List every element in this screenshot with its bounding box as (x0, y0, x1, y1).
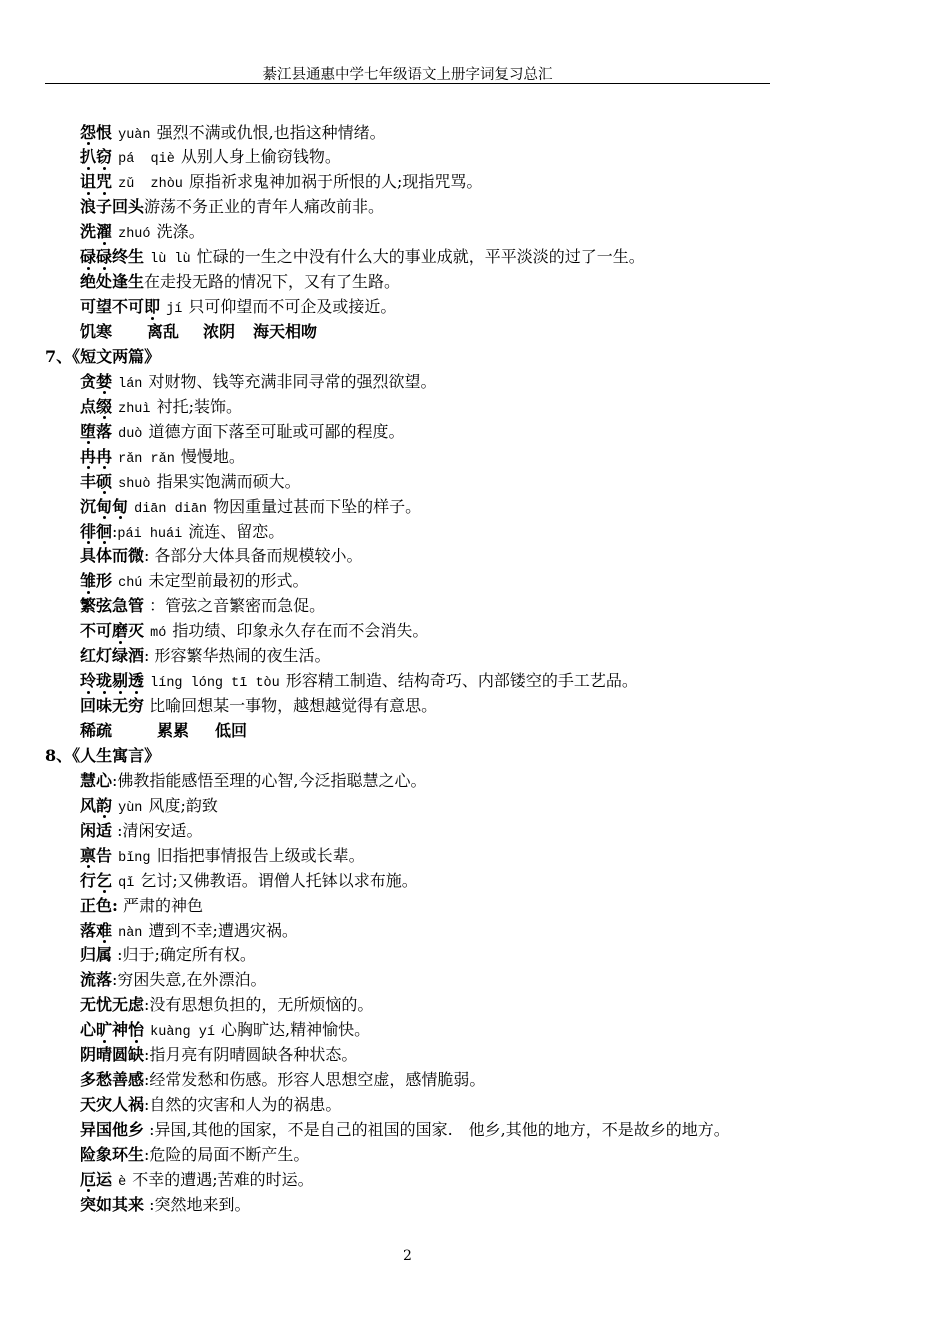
vocab-term (80, 621, 144, 640)
vocab-entry (45, 968, 905, 993)
vocab-term (80, 571, 112, 590)
pinyin-reading: diān diān (134, 501, 208, 517)
term-char: 落 (96, 421, 113, 441)
definition: 未定型前最初的形式。 (148, 571, 309, 591)
definition: 穷困失意,在外漂泊。 (117, 970, 267, 990)
term-char: 贪 (80, 371, 97, 391)
vocab-entry (45, 993, 905, 1018)
emphasized-char: 诅 (80, 170, 96, 195)
emphasized-char: 硕 (96, 470, 112, 495)
definition: 指月亮有阴晴圆缺各种状态。 (149, 1045, 358, 1065)
emphasized-char: 磨 (112, 619, 128, 644)
page-header-title: 綦江县通惠中学七年级语文上册字词复习总汇 (262, 67, 553, 83)
word-item: 浓阴 (203, 322, 236, 341)
vocab-entry (45, 420, 905, 445)
term-char: 终 (112, 247, 129, 267)
vocab-term: 红灯绿酒 (80, 646, 145, 666)
vocab-term (80, 846, 112, 865)
vocab-term: 阴晴圆缺 (80, 1045, 145, 1065)
emphasized-char: 缀 (96, 395, 112, 420)
vocab-entry (45, 1168, 905, 1193)
vocab-entry (45, 1043, 905, 1068)
vocab-entry (45, 1093, 905, 1118)
definition: 旧指把事情报告上级或长辈。 (156, 845, 365, 865)
word-item: 离乱 (147, 322, 180, 341)
emphasized-char: 甸 (112, 495, 128, 520)
vocab-term: 突如其来 (80, 1194, 145, 1214)
definition: 衬托;装饰。 (156, 396, 242, 416)
term-separator: ： (144, 596, 166, 616)
vocab-entry (45, 220, 905, 245)
definition: 从别人身上偷窃钱物。 (180, 147, 341, 167)
definition: 慢慢地。 (180, 446, 245, 466)
vocab-entry (45, 520, 905, 545)
term-char: 恨 (96, 122, 113, 142)
vocab-entry (45, 1143, 905, 1168)
vocab-entry (45, 495, 905, 520)
vocab-term: 无忧无虑 (80, 995, 145, 1015)
page-number: 2 (403, 1248, 412, 1264)
pinyin-reading: chú (118, 576, 143, 592)
vocab-entry (45, 594, 905, 619)
pinyin-reading: zhuì (118, 401, 151, 417)
vocab-entry (45, 569, 905, 594)
vocab-term: 险象环生 (80, 1144, 145, 1164)
vocab-term: 多愁善感 (80, 1070, 145, 1090)
definition: 强烈不满或仇恨,也指这种情绪。 (156, 122, 386, 142)
vocab-entry (45, 844, 905, 869)
vocab-entry (45, 245, 905, 270)
emphasized-char: 旷 (96, 1018, 112, 1043)
vocab-entry (45, 644, 905, 669)
pinyin-reading: yùn (118, 800, 143, 816)
vocab-term: 具体而微 (80, 546, 145, 566)
emphasized-char: 乞 (96, 869, 112, 894)
emphasized-char: 禀 (80, 844, 96, 869)
vocab-term (80, 147, 112, 166)
term-char: 落 (80, 920, 97, 940)
definition: 管弦之音繁密而急促。 (165, 596, 326, 616)
vocab-term (80, 1020, 144, 1039)
definition: 只可仰望而不可企及或接近。 (188, 297, 397, 317)
word-item: 低回 (215, 721, 248, 740)
emphasized-char: 徘 (80, 520, 96, 545)
pinyin-reading: lán (118, 376, 143, 392)
definition: 清闲安适。 (122, 820, 203, 840)
section-heading: 7、《短文两篇》 (45, 346, 161, 366)
term-separator: : (144, 1194, 155, 1214)
pinyin-reading: kuàng yí (150, 1025, 215, 1041)
vocab-entry (45, 819, 905, 844)
emphasized-char: 雏 (80, 569, 96, 594)
term-char: 心 (80, 1020, 97, 1040)
emphasized-char: 婪 (96, 370, 112, 395)
word-item: 稀疏 (80, 721, 113, 740)
definition: 流连、留恋。 (188, 521, 285, 541)
term-char: 形 (96, 571, 113, 591)
term-separator: : (144, 1120, 155, 1139)
vocab-entry (45, 1193, 905, 1218)
vocab-entry (45, 470, 905, 495)
vocab-entry (45, 170, 905, 195)
term-separator: : (144, 546, 155, 566)
vocab-entry (45, 1068, 905, 1093)
definition: 严肃的神色 (117, 895, 204, 915)
definition: 物因重量过甚而下坠的样子。 (213, 496, 422, 516)
vocab-entry (45, 121, 905, 146)
definition: 洗涤。 (156, 222, 205, 242)
vocab-entry (45, 270, 905, 295)
vocab-term (80, 297, 160, 316)
emphasized-char: 扒 (80, 145, 96, 170)
definition: 在走投无路的情况下，又有了生路。 (144, 272, 401, 292)
definition: 自然的灾害和人为的祸患。 (149, 1095, 342, 1115)
pinyin-reading: rǎn rǎn (118, 451, 175, 467)
term-char: 不 (112, 297, 129, 317)
vocab-term (80, 123, 112, 142)
emphasized-char: 冉 (80, 445, 96, 470)
pinyin-reading: pá qiè (118, 152, 175, 168)
definition: 游荡不务正业的青年人痛改前非。 (144, 197, 385, 217)
definition: 比喻回想某一事物，越想越觉得有意思。 (144, 696, 438, 716)
definition: 危险的局面不断产生。 (149, 1144, 310, 1164)
section-heading: 8、《人生寓言》 (45, 745, 161, 765)
emphasized-char: 咒 (96, 170, 112, 195)
vocab-term (80, 796, 112, 815)
term-char: 洗 (80, 222, 97, 242)
term-char: 点 (80, 396, 97, 416)
pinyin-reading: è (118, 1174, 127, 1190)
emphasized-char: 碌 (80, 245, 96, 270)
emphasized-char: 剔 (112, 669, 128, 694)
vocab-entry (45, 1118, 905, 1143)
term-separator: : (112, 770, 118, 790)
definition: 没有思想负担的，无所烦恼的。 (149, 995, 374, 1015)
vocab-term (80, 422, 112, 441)
term-separator: : (112, 970, 118, 990)
word-item: 累累 (157, 721, 190, 740)
definition: 忙碌的一生之中没有什么大的事业成就，平平淡淡的过了一生。 (196, 247, 645, 267)
definition: 对财物、钱等充满非同寻常的强烈欲望。 (148, 371, 437, 391)
vocab-entry (45, 919, 905, 944)
term-char: 运 (96, 1169, 113, 1189)
vocab-term (80, 1170, 112, 1189)
term-separator: : (144, 1095, 150, 1115)
term-char: 行 (80, 870, 97, 890)
pinyin-reading: yuàn (118, 127, 151, 143)
emphasized-char: 透 (128, 669, 144, 694)
pinyin-reading: qǐ (118, 875, 135, 891)
pinyin-reading: lù lù (150, 252, 191, 268)
term-char: 告 (96, 845, 113, 865)
pinyin-reading: zǔ zhòu (118, 177, 183, 193)
vocab-term: 慧心 (80, 770, 113, 790)
definition: 指果实饱满而硕大。 (156, 471, 301, 491)
term-separator: : (144, 1045, 150, 1065)
term-separator: : (144, 1144, 150, 1164)
vocab-entry (45, 544, 905, 569)
vocab-entry (45, 195, 905, 220)
term-char: 神 (112, 1020, 129, 1040)
vocab-term (80, 871, 112, 890)
definition: 指功绩、印象永久存在而不会消失。 (172, 621, 429, 641)
emphasized-char: 厄 (80, 1168, 96, 1193)
vocab-term: 流落 (80, 970, 113, 990)
vocab-term: 正色: (80, 895, 118, 915)
term-separator: : (144, 995, 150, 1015)
vocab-entry (45, 445, 905, 470)
term-separator: : (112, 820, 123, 840)
term-separator: : (112, 521, 118, 541)
term-char: 灭 (128, 621, 145, 641)
pinyin-reading: bǐng (118, 850, 151, 866)
emphasized-char: 冉 (96, 445, 112, 470)
definition: 原指祈求鬼神加祸于所恨的人;现指咒骂。 (188, 172, 483, 192)
vocab-entry (45, 694, 905, 719)
vocabulary-list (45, 121, 905, 1218)
vocab-term (80, 671, 144, 690)
term-char: 可 (80, 297, 97, 317)
pinyin-reading: duò (118, 426, 143, 442)
vocab-entry (45, 295, 905, 320)
vocab-term: 繁弦急管 (80, 596, 145, 616)
emphasized-char: 怡 (128, 1018, 144, 1043)
definition: 心胸旷达,精神愉快。 (221, 1020, 371, 1040)
term-char: 沉 (80, 496, 97, 516)
vocab-term: 归属 (80, 945, 113, 965)
emphasized-char: 堕 (80, 420, 96, 445)
vocab-entry (45, 395, 905, 420)
word-item: 饥寒 (80, 322, 113, 341)
definition: 遭到不幸;遭遇灾祸。 (148, 920, 298, 940)
term-separator: : (112, 945, 123, 965)
definition: 风度;韵致 (148, 795, 218, 815)
vocab-entry (45, 794, 905, 819)
emphasized-char: 即 (144, 295, 160, 320)
vocab-entry (45, 943, 905, 968)
term-char: 可 (128, 297, 145, 317)
term-char: 望 (96, 297, 113, 317)
word-list (45, 320, 905, 345)
definition: 突然地来到。 (154, 1194, 251, 1214)
pinyin-reading: jí (166, 302, 183, 318)
vocab-term (80, 397, 112, 416)
word-item: 海天相吻 (253, 322, 318, 341)
vocab-entry (45, 145, 905, 170)
vocab-entry (45, 619, 905, 644)
emphasized-char: 濯 (96, 220, 112, 245)
pinyin-reading: pái huái (117, 526, 183, 542)
vocab-term (80, 247, 144, 266)
emphasized-char: 碌 (96, 245, 112, 270)
emphasized-char: 难 (96, 919, 112, 944)
term-separator: : (144, 1070, 150, 1090)
pinyin-reading: mó (150, 626, 167, 642)
vocab-term (80, 372, 112, 391)
term-char: 生 (128, 247, 145, 267)
definition: 佛教指能感悟至理的心智,今泛指聪慧之心。 (117, 770, 427, 790)
vocab-term (80, 497, 128, 516)
vocab-term (80, 522, 112, 541)
pinyin-reading: shuò (118, 476, 151, 492)
definition: 经常发愁和伤感。形容人思想空虚，感情脆弱。 (149, 1070, 486, 1090)
word-list (45, 719, 905, 744)
vocab-term (80, 447, 112, 466)
term-char: 不 (80, 621, 97, 641)
definition: 归于;确定所有权。 (122, 945, 256, 965)
pinyin-reading: líng lóng tī tòu (150, 676, 280, 692)
definition: 不幸的遭遇;苦难的时运。 (132, 1169, 314, 1189)
vocab-term (80, 921, 112, 940)
vocab-entry (45, 370, 905, 395)
vocab-term (80, 472, 112, 491)
emphasized-char: 韵 (96, 794, 112, 819)
vocab-entry (45, 894, 905, 919)
vocab-term: 绝处逢生 (80, 272, 145, 292)
emphasized-char: 珑 (96, 669, 112, 694)
definition: 乞讨;又佛教语。谓僧人托钵以求布施。 (140, 870, 418, 890)
header-divider (45, 83, 770, 84)
emphasized-char: 徊 (96, 520, 112, 545)
vocab-term (80, 172, 112, 191)
pinyin-reading: nàn (118, 925, 143, 941)
term-separator: : (144, 646, 155, 666)
vocab-entry (45, 669, 905, 694)
pinyin-reading: zhuó (118, 227, 151, 243)
emphasized-char: 怨 (80, 121, 96, 146)
vocab-entry (45, 1018, 905, 1043)
vocab-entry (45, 769, 905, 794)
emphasized-char: 甸 (96, 495, 112, 520)
definition: 形容繁华热闹的夜生活。 (154, 646, 331, 666)
vocab-term: 浪子回头 (80, 197, 145, 217)
term-char: 丰 (80, 471, 97, 491)
vocab-term: 回味无穷 (80, 696, 145, 716)
emphasized-char: 窃 (96, 145, 112, 170)
definition: 异国,其他的国家，不是自己的祖国的国家. 他乡,其他的地方，不是故乡的地方。 (154, 1120, 730, 1139)
definition: 各部分大体具备而规模较小。 (154, 546, 363, 566)
vocab-term: 天灾人祸 (80, 1095, 145, 1115)
definition: 道德方面下落至可耻或可鄙的程度。 (148, 421, 405, 441)
vocab-term: 异国他乡 (80, 1120, 145, 1139)
emphasized-char: 玲 (80, 669, 96, 694)
vocab-term (80, 222, 112, 241)
term-char: 风 (80, 795, 97, 815)
definition: 形容精工制造、结构奇巧、内部镂空的手工艺品。 (285, 671, 638, 691)
term-char: 可 (96, 621, 113, 641)
vocab-entry (45, 869, 905, 894)
vocab-term: 闲适 (80, 820, 113, 840)
